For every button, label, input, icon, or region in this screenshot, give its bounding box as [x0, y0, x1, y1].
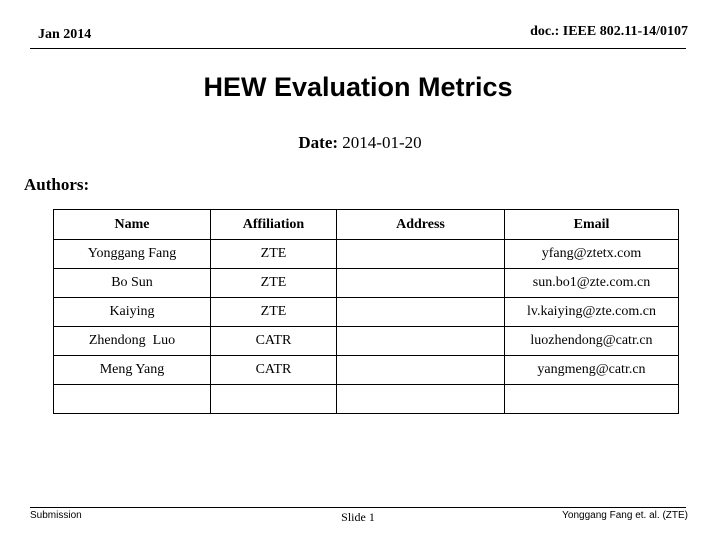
footer-divider — [30, 507, 686, 508]
cell-affiliation: CATR — [211, 327, 337, 356]
column-header-affiliation: Affiliation — [211, 210, 337, 240]
column-header-address: Address — [337, 210, 505, 240]
table-row — [54, 327, 679, 356]
table-header-row — [54, 210, 679, 240]
header-doc-id: doc.: IEEE 802.11-14/0107 — [530, 24, 688, 39]
cell-address — [337, 298, 505, 327]
cell-email: yfang@ztetx.com — [505, 240, 679, 269]
cell-name: Kaiying — [54, 298, 211, 327]
cell-name: Yonggang Fang — [54, 240, 211, 269]
cell-address — [337, 356, 505, 385]
footer-slide-number: Slide 1 — [341, 510, 375, 524]
slide-title: HEW Evaluation Metrics — [203, 72, 513, 102]
table-row — [54, 269, 679, 298]
date-value: 2014-01-20 — [342, 133, 422, 152]
authors-heading: Authors: — [24, 175, 90, 194]
cell-email: sun.bo1@zte.com.cn — [505, 269, 679, 298]
cell-email: lv.kaiying@zte.com.cn — [505, 298, 679, 327]
footer-submission: Submission — [30, 510, 82, 521]
cell-affiliation: ZTE — [211, 298, 337, 327]
cell-affiliation — [211, 385, 337, 414]
table-row-empty — [54, 385, 679, 414]
cell-affiliation: ZTE — [211, 269, 337, 298]
cell-name — [54, 385, 211, 414]
cell-address — [337, 240, 505, 269]
column-header-email: Email — [505, 210, 679, 240]
column-header-name: Name — [54, 210, 211, 240]
cell-address — [337, 385, 505, 414]
cell-email: luozhendong@catr.cn — [505, 327, 679, 356]
table-row — [54, 298, 679, 327]
date-line — [0, 133, 720, 153]
cell-address — [337, 269, 505, 298]
cell-name: Zhendong Luo — [54, 327, 211, 356]
table-row — [54, 356, 679, 385]
table-row — [54, 240, 679, 269]
cell-address — [337, 327, 505, 356]
date-label: Date: — [298, 133, 339, 152]
cell-email: yangmeng@catr.cn — [505, 356, 679, 385]
header-date: Jan 2014 — [38, 27, 92, 42]
cell-affiliation: ZTE — [211, 240, 337, 269]
cell-email — [505, 385, 679, 414]
header-divider — [30, 48, 686, 49]
cell-affiliation: CATR — [211, 356, 337, 385]
footer-author: Yonggang Fang et. al. (ZTE) — [562, 510, 688, 521]
cell-name: Bo Sun — [54, 269, 211, 298]
authors-table — [53, 209, 679, 414]
cell-name: Meng Yang — [54, 356, 211, 385]
